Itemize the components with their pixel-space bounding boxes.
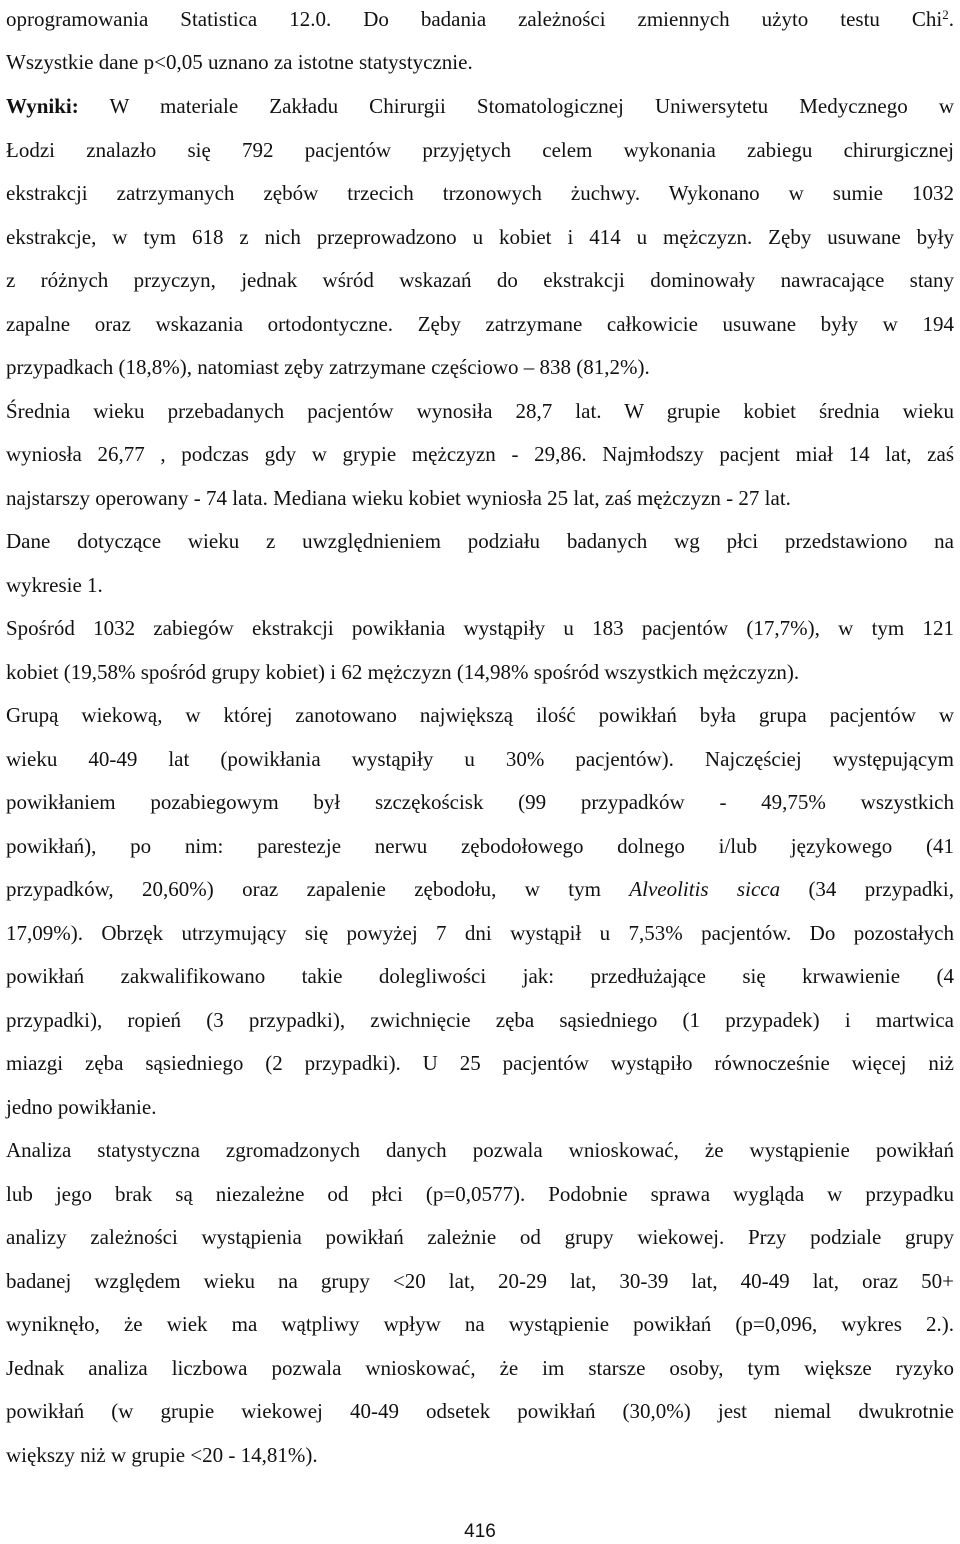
text-line: z różnych przyczyn, jednak wśród wskazań do ekstrakcji dominowały nawracające stany (6, 268, 954, 292)
text-line: analizy zależności wystąpienia powikłań zależnie od grupy wiekowej. Przy podziale grupy (6, 1225, 954, 1249)
text-line: powikłań (w grupie wiekowej 40-49 odsetek powikłań (30,0%) jest niemal dwukrotnie (6, 1399, 954, 1423)
text-line (6, 6, 954, 32)
text-span: oprogramowania Statistica 12.0. Do badania zależności zmiennych użyto testu Chi (6, 7, 943, 31)
text-line: Średnia wieku przebadanych pacjentów wynosiła 28,7 lat. W grupie kobiet średnia wieku (6, 399, 954, 423)
italic-term: Alveolitis sicca (629, 877, 781, 901)
text-line (6, 876, 954, 902)
text-span: (34 przypadki, (808, 877, 954, 901)
text-line: wieku 40-49 lat (powikłania wystąpiły u 30% pacjentów). Najczęściej występującym (6, 747, 954, 771)
text-line: jedno powikłanie. (6, 1095, 157, 1119)
text-line: Dane dotyczące wieku z uwzględnieniem podziału badanych wg płci przedstawiono na (6, 529, 954, 553)
text-line: powikłań zakwalifikowano takie dolegliwości jak: przedłużające się krwawienie (4 (6, 964, 954, 988)
text-line: przypadki), ropień (3 przypadki), zwichnięcie zęba sąsiedniego (1 przypadek) i martwica (6, 1008, 954, 1032)
text-line: zapalne oraz wskazania ortodontyczne. Zęby zatrzymane całkowicie usuwane były w 194 (6, 312, 954, 336)
text-line: kobiet (19,58% spośród grupy kobiet) i 62 mężczyzn (14,98% spośród wszystkich mężczyzn). (6, 660, 800, 684)
text-line: najstarszy operowany - 74 lata. Mediana wieku kobiet wyniosła 25 lat, zaś mężczyzn - 27 lat. (6, 486, 791, 510)
text-line: wykresie 1. (6, 573, 103, 597)
text-line: Łodzi znalazło się 792 pacjentów przyjętych celem wykonania zabiegu chirurgicznej (6, 138, 954, 162)
text-line: powikłaniem pozabiegowym był szczękościsk (99 przypadków - 49,75% wszystkich (6, 790, 954, 814)
text-line: Spośród 1032 zabiegów ekstrakcji powikłania wystąpiły u 183 pacjentów (17,7%), w tym 121 (6, 616, 954, 640)
page-number: 416 (464, 1521, 496, 1542)
text-line: wyniosła 26,77 , podczas gdy w grypie mężczyzn - 29,86. Najmłodszy pacjent miał 14 lat, zaś (6, 442, 954, 466)
text-line: powikłań), po nim: parestezje nerwu zębodołowego dolnego i/lub językowego (41 (6, 834, 954, 858)
text-line: przypadkach (18,8%), natomiast zęby zatrzymane częściowo – 838 (81,2%). (6, 355, 650, 379)
text-line: Wszystkie dane p<0,05 uznano za istotne statystycznie. (6, 50, 473, 74)
text-line: miazgi zęba sąsiedniego (2 przypadki). U 25 pacjentów wystąpiło równocześnie więcej niż (6, 1051, 954, 1075)
text-line: Analiza statystyczna zgromadzonych danych pozwala wnioskować, że wystąpienie powikłań (6, 1138, 954, 1162)
text-span: przypadków, 20,60%) oraz zapalenie zębodołu, w tym (6, 877, 601, 901)
text-line: ekstrakcji zatrzymanych zębów trzecich trzonowych żuchwy. Wykonano w sumie 1032 (6, 181, 954, 205)
superscript: 2 (942, 7, 949, 22)
text-line: wyniknęło, że wiek ma wątpliwy wpływ na wystąpienie powikłań (p=0,096, wykres 2.). (6, 1312, 954, 1336)
text-line: większy niż w grupie <20 - 14,81%). (6, 1443, 318, 1467)
text-line: Grupą wiekową, w której zanotowano największą ilość powikłań była grupa pacjentów w (6, 703, 954, 727)
text-span: . (948, 7, 954, 31)
text-line: ekstrakcje, w tym 618 z nich przeprowadzono u kobiet i 414 u mężczyzn. Zęby usuwane były (6, 225, 954, 249)
text-line: Jednak analiza liczbowa pozwala wnioskować, że im starsze osoby, tym większe ryzyko (6, 1356, 954, 1380)
results-heading: Wyniki: (6, 94, 79, 118)
text-span: W materiale Zakładu Chirurgii Stomatologicznej Uniwersytetu Medycznego w (109, 94, 954, 118)
text-line: 17,09%). Obrzęk utrzymujący się powyżej 7 dni wystąpił u 7,53% pacjentów. Do pozostałych (6, 921, 954, 945)
text-line: lub jego brak są niezależne od płci (p=0,0577). Podobnie sprawa wygląda w przypadku (6, 1182, 954, 1206)
text-line: badanej względem wieku na grupy <20 lat, 20-29 lat, 30-39 lat, 40-49 lat, oraz 50+ (6, 1269, 954, 1293)
text-line (6, 93, 954, 119)
